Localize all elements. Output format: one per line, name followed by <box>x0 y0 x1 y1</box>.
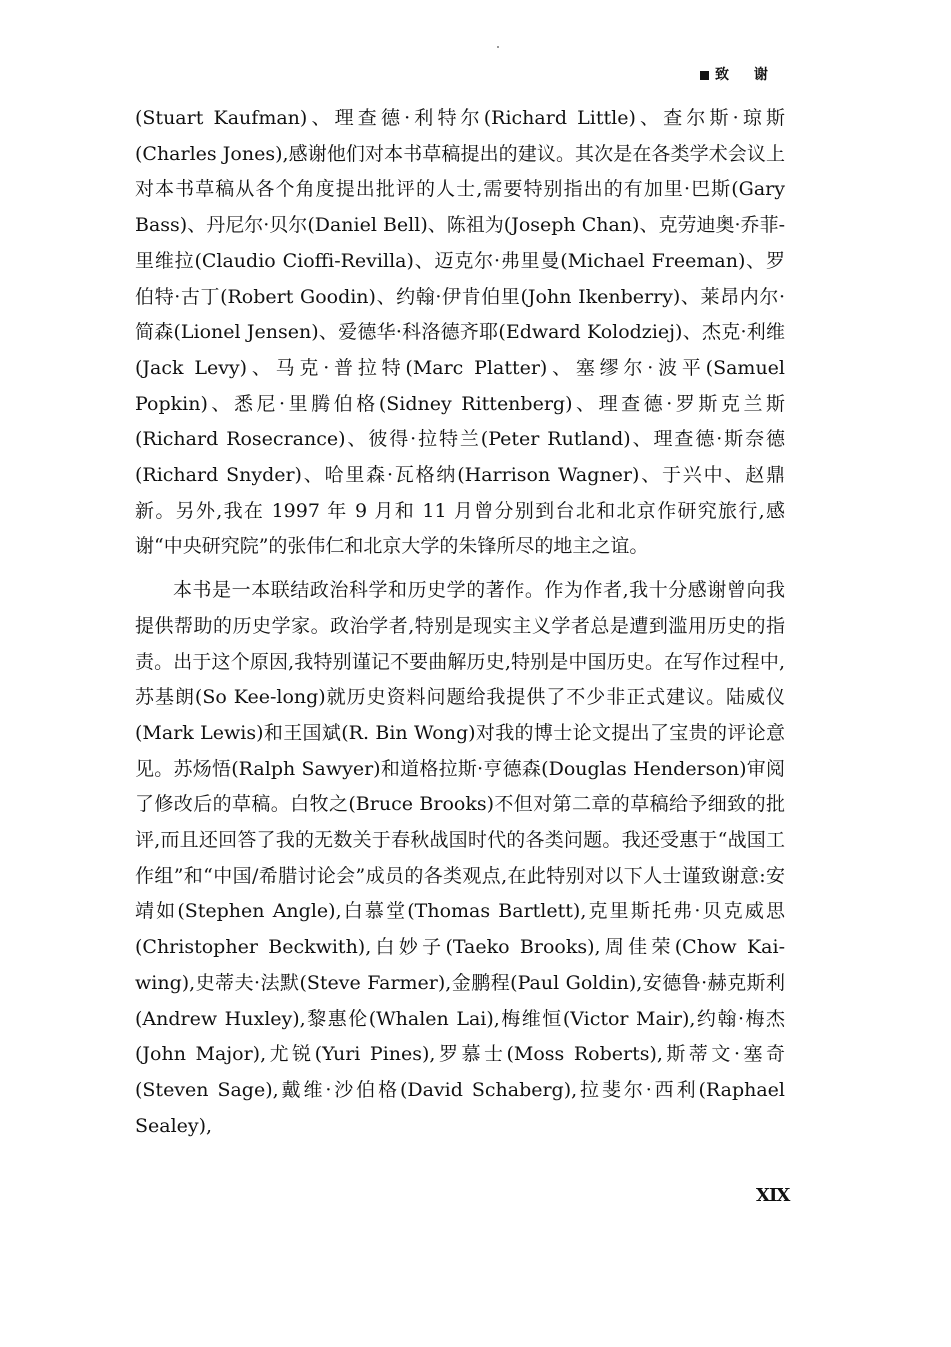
scan-speck <box>497 46 499 48</box>
header-square-marker-icon <box>700 71 709 80</box>
page-number: XIX <box>756 1185 790 1206</box>
page-body <box>135 101 785 1144</box>
paragraph-continued: (Stuart Kaufman)、理查德·利特尔(Richard Little)、查尔斯·琼斯(Charles Jones),感谢他们对本书草稿提出的建议。其次是在各类学术会议上对本书草稿从各个角度提出批评的人士,需要特别指出的有加里·巴斯(Gary Bass)、丹尼尔·贝尔(Daniel Bell)、陈祖为(Joseph Chan)、克劳迪奥·乔菲-里维拉(Claudio Cioffi-Revilla)、迈克尔·弗里曼(Michael Freeman)、罗伯特·古丁(Robert Goodin)、约翰·伊肯伯里(John Ikenberry)、莱昂内尔·简森(Lionel Jensen)、爱德华·科洛德齐耶(Edward Kolodziej)、杰克·利维(Jack Levy)、马克·普拉特(Marc Platter)、塞缪尔·波平(Samuel Popkin)、悉尼·里腾伯格(Sidney Rittenberg)、理查德·罗斯克兰斯(Richard Rosecrance)、彼得·拉特兰(Peter Rutland)、理查德·斯奈德(Richard Snyder)、哈里森·瓦格纳(Harrison Wagner)、于兴中、赵鼎新。另外,我在 1997 年 9 月和 11 月曾分别到台北和北京作研究旅行,感谢“中央研究院”的张伟仁和北京大学的朱锋所尽的地主之谊。 <box>135 107 785 558</box>
header-title: 致 谢 <box>715 67 778 83</box>
running-header <box>700 64 800 88</box>
paragraph: 本书是一本联结政治科学和历史学的著作。作为作者,我十分感谢曾向我提供帮助的历史学家。政治学者,特别是现实主义学者总是遭到滥用历史的指责。出于这个原因,我特别谨记不要曲解历史,特别是中国历史。在写作过程中,苏基朗(So Kee-long)就历史资料问题给我提供了不少非正式建议。陆威仪(Mark Lewis)和王国斌(R. Bin Wong)对我的博士论文提出了宝贵的评论意见。苏炀悟(Ralph Sawyer)和道格拉斯·亨德森(Douglas Henderson)审阅了修改后的草稿。白牧之(Bruce Brooks)不但对第二章的草稿给予细致的批评,而且还回答了我的无数关于春秋战国时代的各类问题。我还受惠于“战国工作组”和“中国/希腊讨论会”成员的各类观点,在此特别对以下人士谨致谢意:安靖如(Stephen Angle),白慕堂(Thomas Bartlett),克里斯托弗·贝克威思(Christopher Beckwith),白妙子(Taeko Brooks),周佳荣(Chow Kai-wing),史蒂夫·法默(Steve Farmer),金鹏程(Paul Goldin),安德鲁·赫克斯利(Andrew Huxley),黎惠伦(Whalen Lai),梅维恒(Victor Mair),约翰·梅杰(John Major),尤锐(Yuri Pines),罗慕士(Moss Roberts),斯蒂文·塞奇(Steven Sage),戴维·沙伯格(David Schaberg),拉斐尔·西利(Raphael Sealey), <box>135 579 785 1137</box>
